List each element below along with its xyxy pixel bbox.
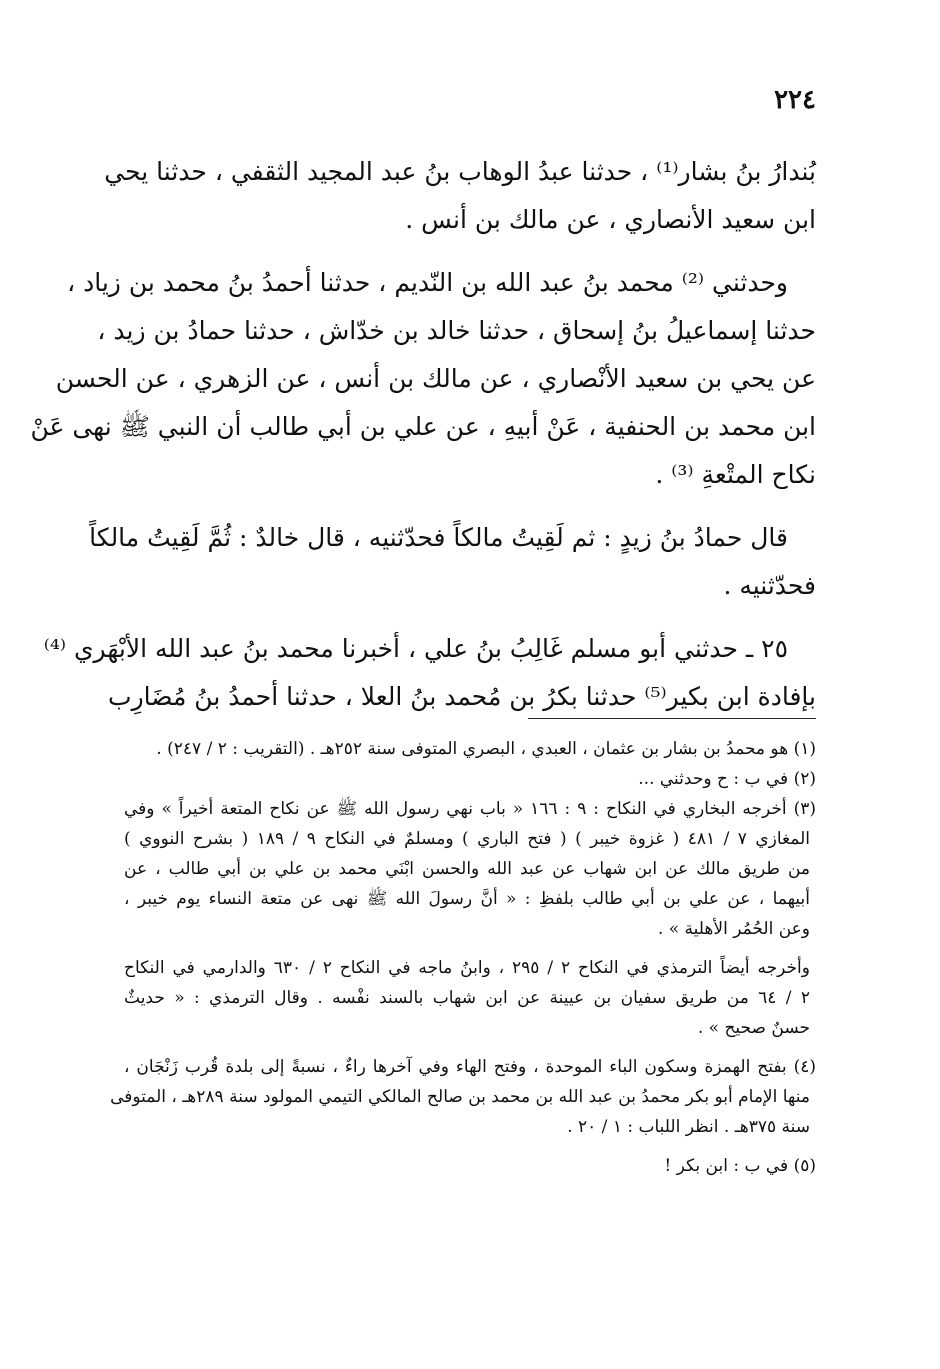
- main-text-line: ابن سعيد الأنصاري ، عن مالك بن أنس .: [405, 205, 816, 234]
- page-number: ٢٢٤: [774, 85, 816, 115]
- main-text-block: [30, 148, 816, 721]
- main-text-line: فحدّثنيه .: [723, 571, 816, 600]
- footnotes-block: [110, 734, 817, 1181]
- footnote-line: المغازي ٧ / ٤٨١ ( غزوة خيبر ) ( فتح الباري ) ومسلمٌ في النكاح ٩ / ١٨٩ ( بشرح النووي ): [124, 829, 810, 849]
- footnote-line: حسنٌ صحيح » .: [697, 1018, 810, 1038]
- main-text-line: نكاح المتْعةِ ⁽³⁾ .: [655, 460, 816, 489]
- main-text-line: قال حمادُ بنُ زيدٍ : ثم لَقِيتُ مالكاً فحدّثنيه ، قال خالدٌ : ثُمَّ لَقِيتُ مالكاً: [89, 523, 788, 552]
- footnote-line: من طريق مالك عن ابن شهاب عن عبد الله والحسن ابْنَي محمد بن علي بن أبي طالب ، عن: [124, 859, 810, 879]
- footnote-line: (٥) في ب : ابن بكر !: [664, 1156, 816, 1176]
- footnote-line: ٢ / ٦٤ من طريق سفيان بن عيينة عن ابن شهاب بالسند نفْسه . وقال الترمذي : « حديثٌ: [124, 988, 810, 1008]
- footnote-line: (١) هو محمدُ بن بشار بن عثمان ، العبدي ، البصري المتوفى سنة ٢٥٢هـ . (التقريب : ٢ / ٢٤٧) .: [156, 739, 816, 759]
- main-text-line: وحدثني ⁽²⁾ محمد بنُ عبد الله بن النّديم ، حدثنا أحمدُ بنُ محمد بن زياد ،: [67, 268, 788, 297]
- footnote-line: (٣) أخرجه البخاري في النكاح : ٩ : ١٦٦ « باب نهي رسول الله ﷺ عن نكاح المتعة أخيراً » وفي: [124, 799, 817, 819]
- footnote-line: سنة ٣٧٥هـ . انظر اللباب : ١ / ٢٠ .: [567, 1117, 810, 1137]
- main-text-line: ابن محمد بن الحنفية ، عَنْ أبيهِ ، عن علي بن أبي طالب أن النبي ﷺ نهى عَنْ: [30, 412, 816, 441]
- paragraph-gap: [124, 944, 816, 953]
- paragraph-gap: [124, 499, 816, 514]
- paragraph-gap: [124, 610, 816, 625]
- main-text-line: عن يحي بن سعيد الأنْصاري ، عن مالك بن أنس ، عن الزهري ، عن الحسن: [55, 364, 816, 393]
- paragraph-gap: [124, 244, 816, 259]
- footnote-line: منها الإمام أبو بكر محمدُ بن عبد الله بن محمد بن صالح المالكي التيمي المولود سنة ٢٨٩هـ ، المتوفى: [110, 1087, 810, 1107]
- footnote-line: أبيهما ، عن علي بن أبي طالب بلفظِ : « أنَّ رسولَ الله ﷺ نهى عن متعة النساء يوم خيبر ،: [124, 889, 810, 909]
- paragraph-gap: [124, 1142, 816, 1151]
- main-text-line: ٢٥ ـ حدثني أبو مسلم غَالِبُ بنُ علي ، أخبرنا محمد بنُ عبد الله الأبْهَري ⁽⁴⁾: [43, 634, 788, 663]
- main-text-line: بإفادة ابن بكير⁽⁵⁾ حدثنا بكرُ بن مُحمد بنُ العلا ، حدثنا أحمدُ بنُ مُضَارِب: [108, 682, 816, 711]
- footnote-line: (٢) في ب : ح وحدثني ...: [638, 769, 816, 789]
- paragraph-gap: [124, 1043, 816, 1052]
- main-text-line: بُندارُ بنُ بشار⁽¹⁾ ، حدثنا عبدُ الوهاب بنُ عبد المجيد الثقفي ، حدثنا يحي: [104, 157, 816, 186]
- main-text-line: حدثنا إسماعيلُ بنُ إسحاق ، حدثنا خالد بن خدّاش ، حدثنا حمادُ بن زيد ،: [97, 316, 816, 345]
- footnote-separator: [528, 718, 816, 719]
- footnote-line: وعن الحُمُر الأهلية » .: [657, 919, 810, 939]
- footnote-line: وأخرجه أيضاً الترمذي في النكاح ٢ / ٢٩٥ ، وابنُ ماجه في النكاح ٢ / ٦٣٠ والدارمي في النكاح: [124, 958, 810, 978]
- footnote-line: (٤) بفتح الهمزة وسكون الباء الموحدة ، وفتح الهاء وفي آخرها راءٌ ، نسبةً إلى بلدة قُرب زَنْجَان ،: [124, 1057, 816, 1077]
